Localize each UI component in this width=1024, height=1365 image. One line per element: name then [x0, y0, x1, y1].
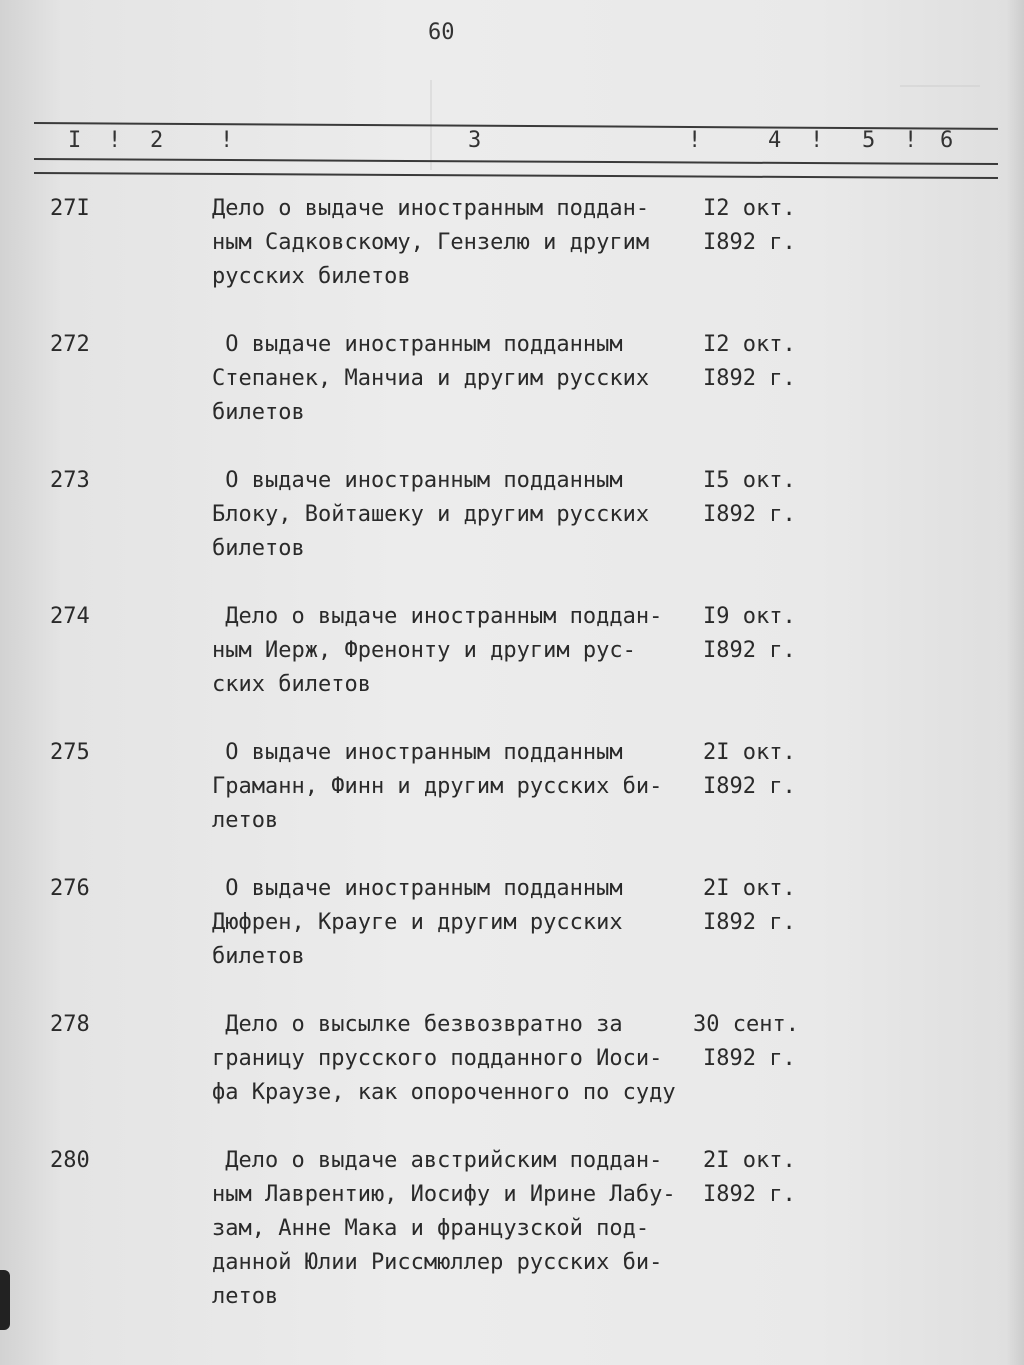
- record-title-line: фа Краузе, как опороченного по суду: [212, 1080, 676, 1105]
- header-col-3: 3: [468, 128, 482, 153]
- header-separator: !: [220, 128, 234, 153]
- record-date-day: I2 окт.: [703, 196, 796, 221]
- record-title-line: Граманн, Финн и другим русских би-: [212, 774, 663, 799]
- record-title: [212, 192, 712, 294]
- record-date-year: I892 г.: [703, 1182, 796, 1207]
- record-title: [212, 1008, 712, 1110]
- record-title-line: Дело о выдаче иностранным поддан-: [212, 604, 663, 629]
- header-col-1: I: [68, 128, 82, 153]
- record-title: [212, 464, 712, 566]
- record-date-year: I892 г.: [703, 230, 796, 255]
- table-header-rule: [34, 158, 998, 165]
- record-title-line: данной Юлии Риссмюллер русских би-: [212, 1250, 663, 1275]
- record-number: 275: [50, 740, 90, 765]
- page-edge-shadow: [1006, 0, 1024, 1365]
- record-title-line: зам, Анне Мака и французской под-: [212, 1216, 650, 1241]
- record-date-year: I892 г.: [703, 502, 796, 527]
- record-date-year: I892 г.: [703, 638, 796, 663]
- table-header-row: [0, 128, 1024, 156]
- record-date: [703, 1144, 823, 1212]
- header-col-5: 5: [862, 128, 876, 153]
- record-date-day: I5 окт.: [703, 468, 796, 493]
- record-title-line: билетов: [212, 944, 305, 969]
- header-separator: !: [810, 128, 824, 153]
- record-title-line: О выдаче иностранным подданным: [212, 876, 623, 901]
- record-number: 274: [50, 604, 90, 629]
- record-title: [212, 736, 712, 838]
- record-number: 278: [50, 1012, 90, 1037]
- record-date: [703, 600, 823, 668]
- record-date-day: 30 сент.: [693, 1012, 799, 1037]
- record-date-year: I892 г.: [703, 910, 796, 935]
- record-title-line: О выдаче иностранным подданным: [212, 468, 623, 493]
- record-title-line: границу прусского подданного Иоси-: [212, 1046, 663, 1071]
- record-title: [212, 872, 712, 974]
- header-separator: !: [688, 128, 702, 153]
- record-date: [703, 192, 823, 260]
- record-title-line: ным Иерж, Френонту и другим рус-: [212, 638, 636, 663]
- header-separator: !: [904, 128, 918, 153]
- record-date: [693, 1008, 813, 1076]
- record-title-line: О выдаче иностранным подданным: [212, 740, 623, 765]
- record-title-line: Дюфрен, Крауге и другим русских: [212, 910, 623, 935]
- record-title-line: летов: [212, 1284, 279, 1309]
- record-title-line: летов: [212, 808, 279, 833]
- record-title: [212, 600, 712, 702]
- record-date: [703, 328, 823, 396]
- header-col-4: 4: [768, 128, 782, 153]
- record-title-line: Дело о выдаче иностранным поддан-: [212, 196, 650, 221]
- record-date-day: 2I окт.: [703, 876, 796, 901]
- record-number: 280: [50, 1148, 90, 1173]
- table-header-rule-lower: [34, 172, 998, 179]
- record-date: [703, 464, 823, 532]
- record-title-line: билетов: [212, 536, 305, 561]
- record-date: [703, 872, 823, 940]
- header-col-6: 6: [940, 128, 954, 153]
- record-date-day: 2I окт.: [703, 740, 796, 765]
- record-title-line: Дело о высылке безвозвратно за: [212, 1012, 623, 1037]
- page-number: 60: [428, 20, 455, 45]
- binding-edge: [0, 1270, 10, 1330]
- record-number: 272: [50, 332, 90, 357]
- record-title-line: Степанек, Манчиа и другим русских: [212, 366, 650, 391]
- record-number: 276: [50, 876, 90, 901]
- record-title-line: ным Садковскому, Гензелю и другим: [212, 230, 650, 255]
- record-title: [212, 328, 712, 430]
- header-separator: !: [108, 128, 122, 153]
- record-date-year: I892 г.: [703, 774, 796, 799]
- record-title-line: ских билетов: [212, 672, 371, 697]
- record-number: 27I: [50, 196, 90, 221]
- record-date-year: I892 г.: [703, 366, 796, 391]
- record-title-line: Дело о выдаче австрийским поддан-: [212, 1148, 663, 1173]
- record-date: [703, 736, 823, 804]
- record-title-line: билетов: [212, 400, 305, 425]
- record-number: 273: [50, 468, 90, 493]
- record-title-line: О выдаче иностранным подданным: [212, 332, 623, 357]
- record-date-day: I2 окт.: [703, 332, 796, 357]
- record-title-line: Блоку, Войташеку и другим русских: [212, 502, 650, 527]
- record-date-day: 2I окт.: [703, 1148, 796, 1173]
- record-title-line: ным Лаврентию, Иосифу и Ирине Лабу-: [212, 1182, 676, 1207]
- header-col-2: 2: [150, 128, 164, 153]
- record-date-year: I892 г.: [703, 1046, 796, 1071]
- record-title: [212, 1144, 712, 1314]
- record-date-day: I9 окт.: [703, 604, 796, 629]
- record-title-line: русских билетов: [212, 264, 411, 289]
